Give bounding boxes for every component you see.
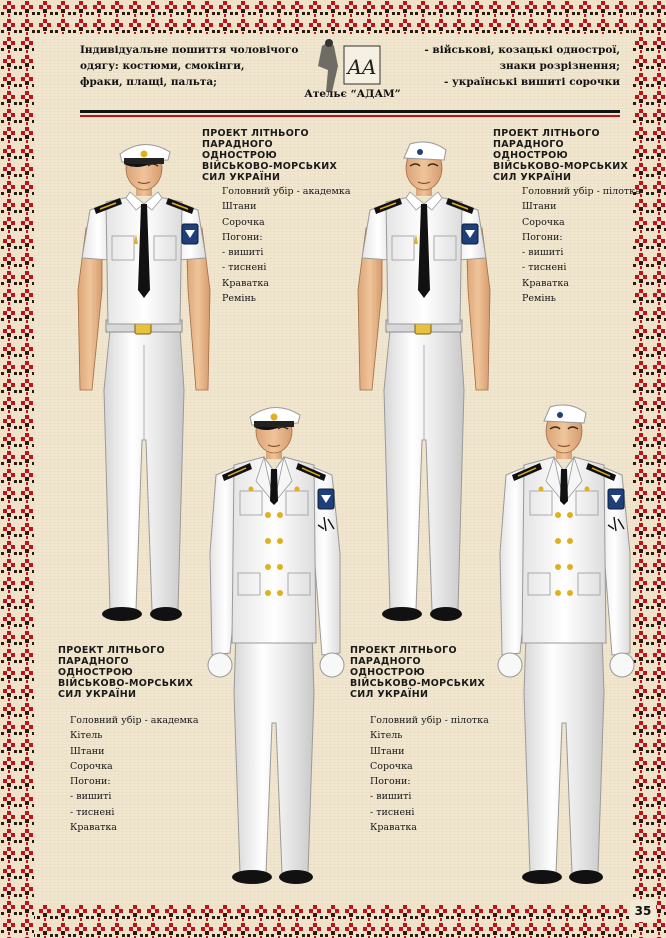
item: Штани bbox=[370, 745, 405, 757]
panel-2-items bbox=[522, 184, 641, 306]
title-line: СИЛ УКРАЇНИ bbox=[202, 172, 281, 183]
item: Ремінь bbox=[522, 293, 556, 305]
item: Головний убір - пілотка bbox=[522, 186, 641, 197]
item: Головний убір - пілотка bbox=[370, 715, 489, 726]
figure-jacket-garrison-cap bbox=[490, 393, 640, 893]
services-line: знаки розрізнення; bbox=[499, 60, 620, 72]
title-line: ПРОЕКТ ЛІТНЬОГО bbox=[350, 645, 457, 656]
panel-3-items bbox=[70, 713, 199, 835]
embroidered-border-left bbox=[0, 0, 34, 938]
figure-shirt-garrison-cap bbox=[350, 130, 500, 630]
item: Головний убір - академка bbox=[222, 186, 351, 197]
services-list-left bbox=[80, 42, 300, 90]
page-number: 35 bbox=[630, 900, 656, 922]
panel-1-items bbox=[222, 184, 351, 306]
panel-1-title bbox=[202, 128, 348, 183]
item: - вишиті bbox=[70, 791, 112, 803]
panel-3-title bbox=[58, 645, 204, 700]
embroidered-border-top bbox=[0, 0, 666, 34]
services-line: - українські вишиті сорочки bbox=[444, 76, 620, 88]
title-line: СИЛ УКРАЇНИ bbox=[58, 689, 137, 700]
services-line: - військові, козацькі однострої, bbox=[424, 44, 620, 56]
item: Сорочка bbox=[370, 760, 413, 772]
title-line: ПАРАДНОГО ОДНОСТРОЮ bbox=[58, 656, 133, 678]
atelier-name: Ательє “АДАМ” bbox=[304, 88, 401, 100]
title-line: ПАРАДНОГО ОДНОСТРОЮ bbox=[493, 139, 568, 161]
services-line: одягу: костюми, смокінги, bbox=[80, 60, 245, 72]
item: Погони: bbox=[70, 776, 111, 788]
item: Ремінь bbox=[222, 293, 256, 305]
item: Штани bbox=[522, 201, 557, 213]
item: - вишиті bbox=[222, 247, 264, 259]
item: Штани bbox=[70, 745, 105, 757]
title-line: СИЛ УКРАЇНИ bbox=[493, 172, 572, 183]
title-line: СИЛ УКРАЇНИ bbox=[350, 689, 429, 700]
item: Штани bbox=[222, 201, 257, 213]
title-line: ВІЙСЬКОВО-МОРСЬКИХ bbox=[202, 161, 338, 172]
title-line: ПАРАДНОГО ОДНОСТРОЮ bbox=[350, 656, 425, 678]
item: Сорочка bbox=[70, 760, 113, 772]
title-line: ПРОЕКТ ЛІТНЬОГО bbox=[202, 128, 309, 139]
logo-monogram: AA bbox=[347, 55, 377, 79]
title-line: ВІЙСЬКОВО-МОРСЬКИХ bbox=[58, 678, 194, 689]
services-line: Індивідуальне пошиття чоловічого bbox=[80, 44, 299, 56]
item: - тиснені bbox=[370, 806, 415, 818]
panel-2-title bbox=[493, 128, 639, 183]
figure-jacket-academy-cap bbox=[200, 393, 350, 893]
item: - тиснені bbox=[70, 806, 115, 818]
title-line: ПРОЕКТ ЛІТНЬОГО bbox=[58, 645, 165, 656]
item: - вишиті bbox=[370, 791, 412, 803]
title-line: ПАРАДНОГО ОДНОСТРОЮ bbox=[202, 139, 277, 161]
item: Кітель bbox=[370, 730, 403, 742]
item: Сорочка bbox=[522, 216, 565, 228]
panel-4-items bbox=[370, 713, 489, 835]
panel-4-title bbox=[350, 645, 496, 700]
item: Краватка bbox=[522, 277, 569, 289]
title-line: ВІЙСЬКОВО-МОРСЬКИХ bbox=[493, 161, 629, 172]
item: Погони: bbox=[370, 776, 411, 788]
services-line: фраки, плащі, пальта; bbox=[80, 76, 218, 88]
item: - тиснені bbox=[522, 262, 567, 274]
item: Краватка bbox=[70, 822, 117, 834]
item: - вишиті bbox=[522, 247, 564, 259]
title-line: ПРОЕКТ ЛІТНЬОГО bbox=[493, 128, 600, 139]
services-list-right bbox=[405, 42, 620, 90]
item: Погони: bbox=[222, 231, 263, 243]
item: Погони: bbox=[522, 231, 563, 243]
header-rule-red bbox=[80, 115, 620, 117]
item: Кітель bbox=[70, 730, 103, 742]
title-line: ВІЙСЬКОВО-МОРСЬКИХ bbox=[350, 678, 486, 689]
figure-shirt-academy-cap bbox=[70, 130, 220, 630]
item: - тиснені bbox=[222, 262, 267, 274]
item: Краватка bbox=[222, 277, 269, 289]
header-rule-black bbox=[80, 110, 620, 113]
item: Краватка bbox=[370, 822, 417, 834]
item: Сорочка bbox=[222, 216, 265, 228]
item: Головний убір - академка bbox=[70, 715, 199, 726]
embroidered-border-bottom bbox=[0, 904, 666, 938]
